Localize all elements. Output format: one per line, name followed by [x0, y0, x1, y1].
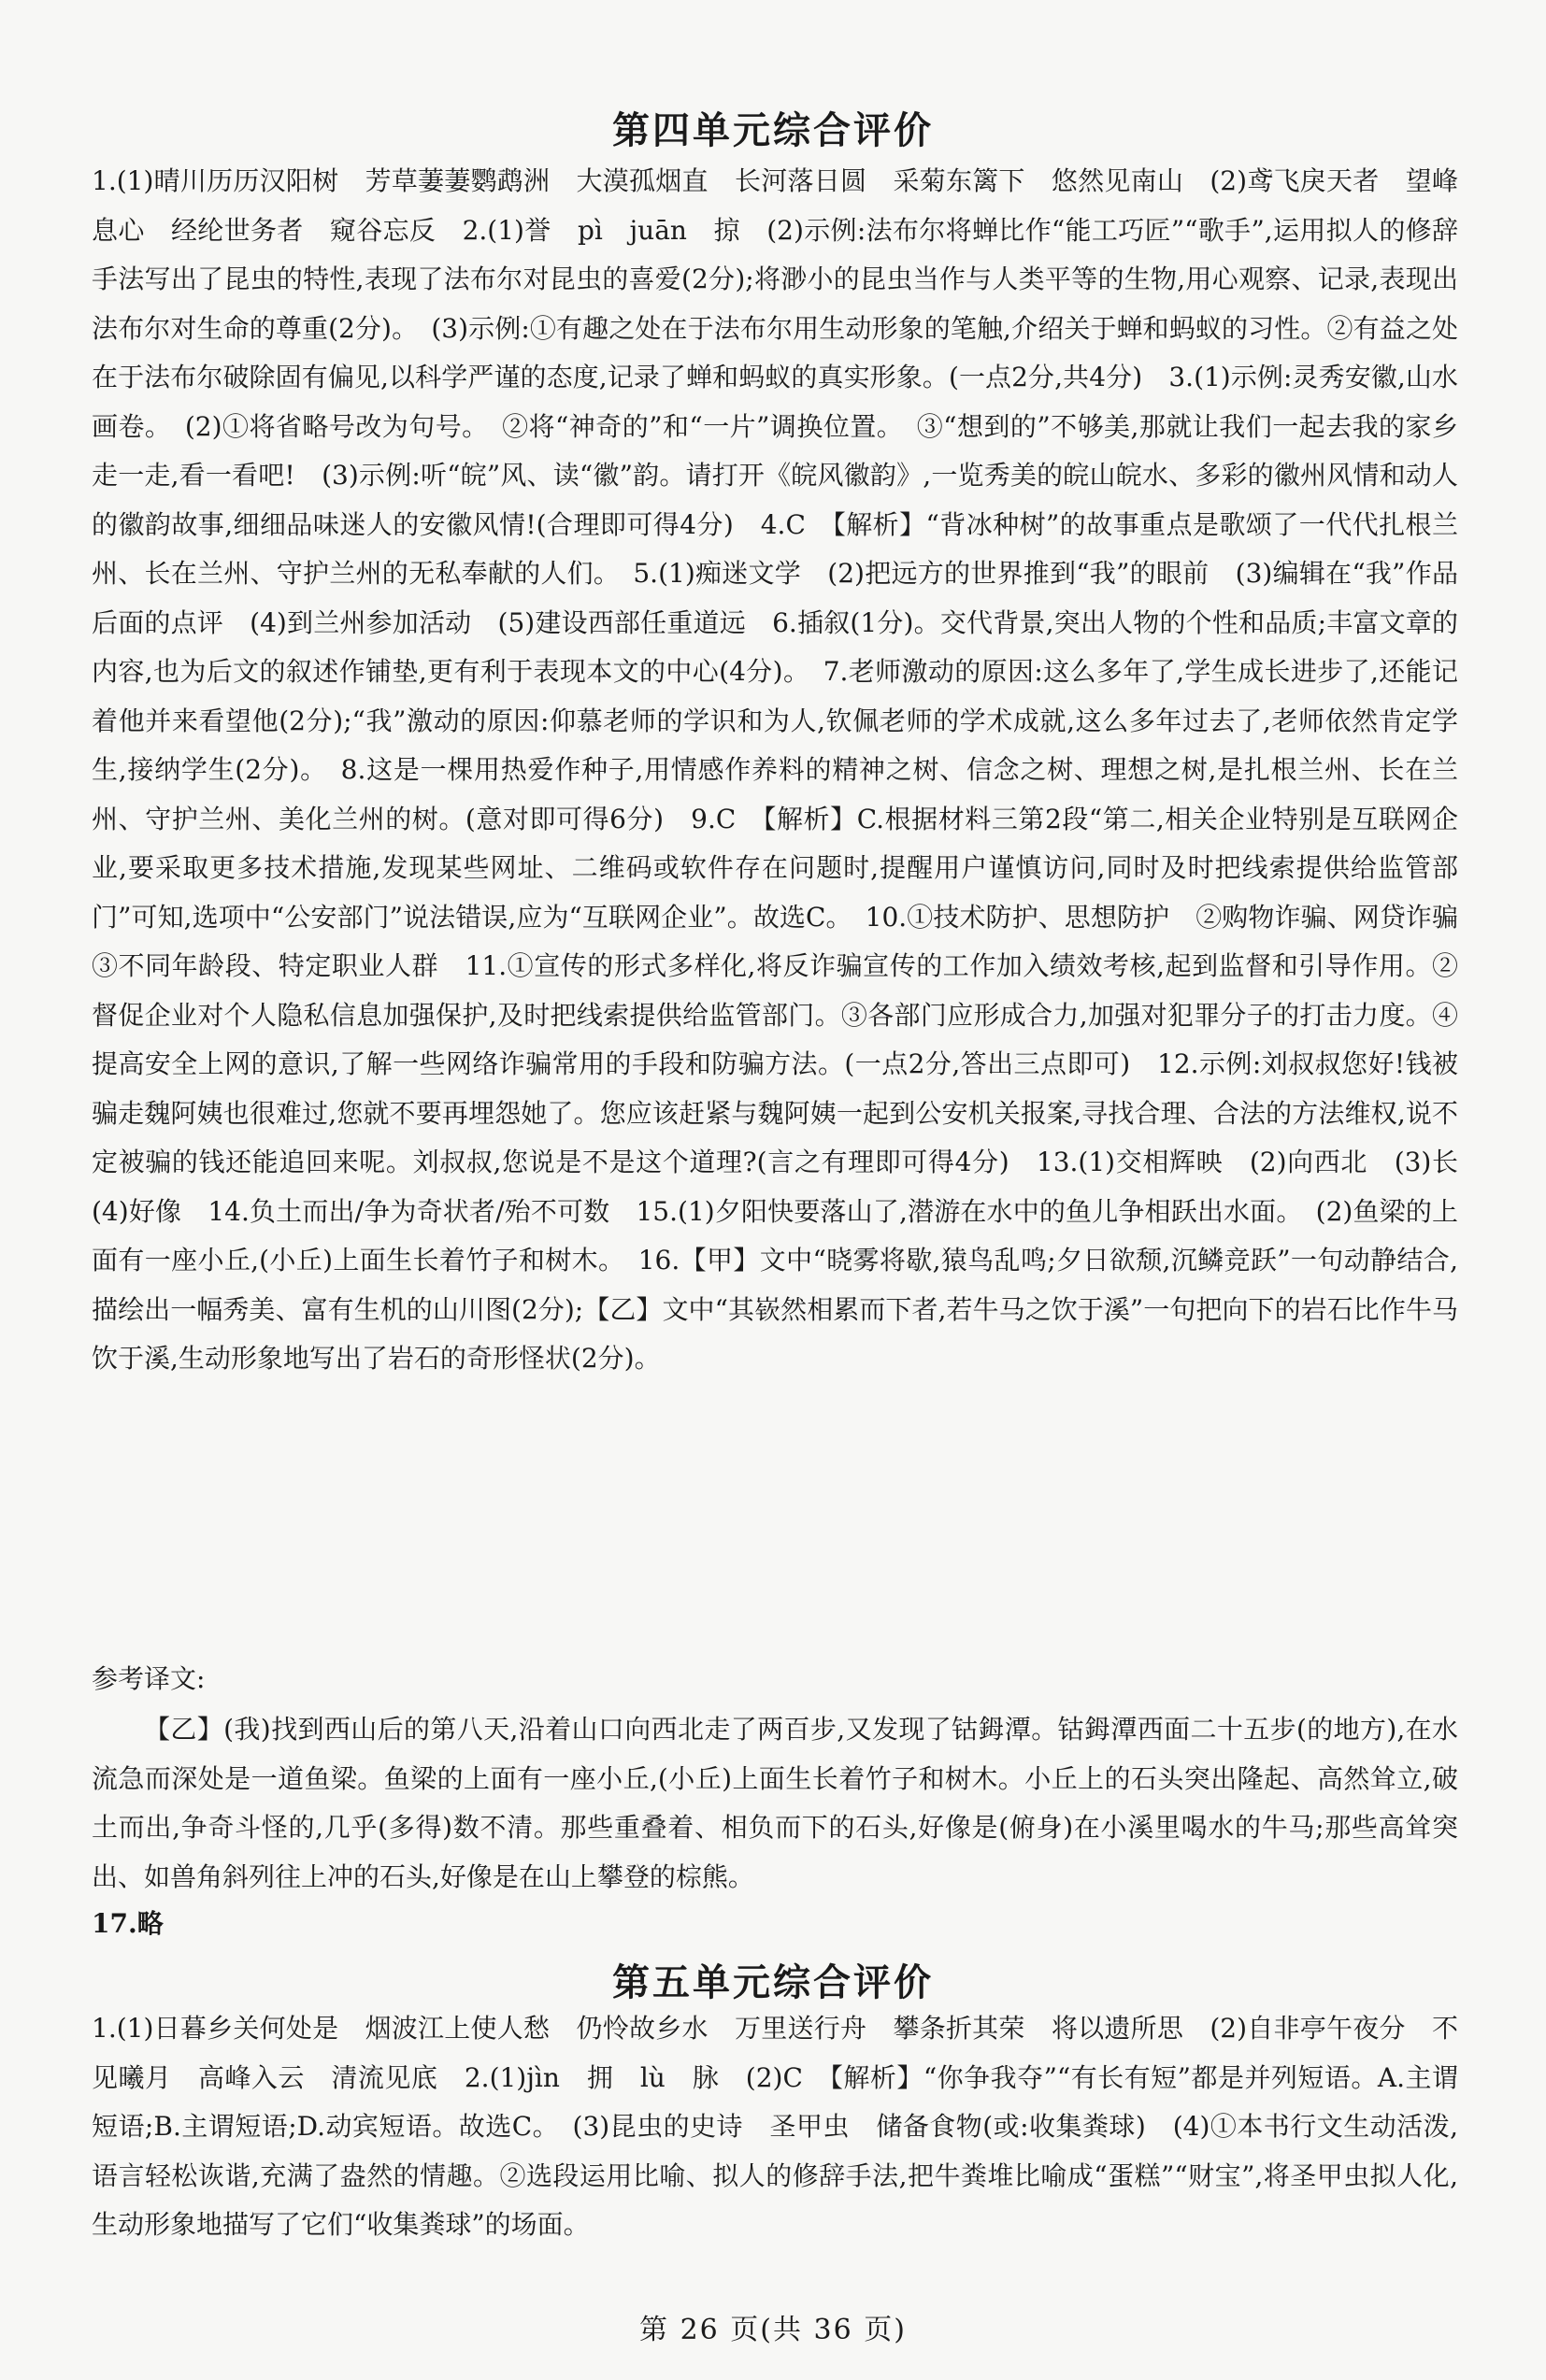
unit4-title: 第四单元综合评价 [612, 108, 934, 152]
translation-text: 【乙】(我)找到西山后的第八天,沿着山口向西北走了两百步,又发现了钴鉧潭。钴鉧潭西面二十五步(的地方),在水流急而深处是一道鱼梁。鱼梁的上面有一座小丘,(小丘)上面生长着竹子和树木。小丘上的石头突出隆起、高然耸立,破土而出,争奇斗怪的,几乎(多得)数不清。那些重叠着、相负而下的石头,好像是(俯身)在小溪里喝水的牛马;那些高耸突出、如兽角斜列往上冲的石头,好像是在山上攀登的棕熊。 [92, 1714, 1458, 1892]
unit5-answers: 1.(1)日暮乡关何处是 烟波江上使人愁 仍怜故乡水 万里送行舟 攀条折其荣 将以遗所思 (2)自非亭午夜分 不见曦月 高峰入云 清流见底 2.(1)jìn 拥 lù 脉 (2)C 【解析】“你争我夺”“有长有短”都是并列短语。A.主谓短语;B.主谓短语;D.动宾短语。故选C。 (3)昆虫的史诗 圣甲虫 储备食物(或:收集粪球) (4)①本书行文生动活泼,语言轻松诙谐,充满了盎然的情趣。②选段运用比喻、拟人的修辞手法,把牛粪堆比喻成“蛋糕”“财宝”,将圣甲虫拟人化,生动形象地描写了它们“收集粪球”的场面。 [92, 2013, 1458, 2240]
item-17: 17.略 [92, 1908, 164, 1939]
unit5-title: 第五单元综合评价 [612, 1960, 934, 2004]
unit4-answers: 1.(1)晴川历历汉阳树 芳草萋萋鹦鹉洲 大漠孤烟直 长河落日圆 采菊东篱下 悠然见南山 (2)鸢飞戾天者 望峰息心 经纶世务者 窥谷忘反 2.(1)誉 pì juān 掠 (2)示例:法布尔将蝉比作“能工巧匠”“歌手”,运用拟人的修辞手法写出了昆虫的特性,表现了法布尔对昆虫的喜爱(2分);将渺小的昆虫当作与人类平等的生物,用心观察、记录,表现出法布尔对生命的尊重(2分)。 (3)示例:①有趣之处在于法布尔用生动形象的笔触,介绍关于蝉和蚂蚁的习性。②有益之处在于法布尔破除固有偏见,以科学严谨的态度,记录了蝉和蚂蚁的真实形象。(一点2分,共4分) 3.(1)示例:灵秀安徽,山水画卷。 (2)①将省略号改为句号。 ②将“神奇的”和“一片”调换位置。 ③“想到的”不够美,那就让我们一起去我的家乡走一走,看一看吧! (3)示例:听“皖”风、读“徽”韵。请打开《皖风徽韵》,一览秀美的皖山皖水、多彩的徽州风情和动人的徽韵故事,细细品味迷人的安徽风情!(合理即可得4分) 4.C 【解析】“背冰种树”的故事重点是歌颂了一代代扎根兰州、长在兰州、守护兰州的无私奉献的人们。 5.(1)痴迷文学 (2)把远方的世界推到“我”的眼前 (3)编辑在“我”作品后面的点评 (4)到兰州参加活动 (5)建设西部任重道远 6.插叙(1分)。交代背景,突出人物的个性和品质;丰富文章的内容,也为后文的叙述作铺垫,更有利于表现本文的中心(4分)。 7.老师激动的原因:这么多年了,学生成长进步了,还能记着他并来看望他(2分);“我”激动的原因:仰慕老师的学识和为人,钦佩老师的学术成就,这么多年过去了,老师依然肯定学生,接纳学生(2分)。 8.这是一棵用热爱作种子,用情感作养料的精神之树、信念之树、理想之树,是扎根兰州、长在兰州、守护兰州、美化兰州的树。(意对即可得6分) 9.C 【解析】C.根据材料三第2段“第二,相关企业特别是互联网企业,要采取更多技术措施,发现某些网址、二维码或软件存在问题时,提醒用户谨慎访问,同时及时把线索提供给监管部门”可知,选项中“公安部门”说法错误,应为“互联网企业”。故选C。 10.①技术防护、思想防护 ②购物诈骗、网贷诈骗 ③不同年龄段、特定职业人群 11.①宣传的形式多样化,将反诈骗宣传的工作加入绩效考核,起到监督和引导作用。②督促企业对个人隐私信息加强保护,及时把线索提供给监管部门。③各部门应形成合力,加强对犯罪分子的打击力度。④提高安全上网的意识,了解一些网络诈骗常用的手段和防骗方法。(一点2分,答出三点即可) 12.示例:刘叔叔您好!钱被骗走魏阿姨也很难过,您就不要再埋怨她了。您应该赶紧与魏阿姨一起到公安机关报案,寻找合理、合法的方法维权,说不定被骗的钱还能追回来呢。刘叔叔,您说是不是这个道理?(言之有理即可得4分) 13.(1)交相辉映 (2)向西北 (3)长 (4)好像 14.负土而出/争为奇状者/殆不可数 15.(1)夕阳快要落山了,潜游在水中的鱼儿争相跃出水面。 (2)鱼梁的上面有一座小丘,(小丘)上面生长着竹子和树木。 16.【甲】文中“晓雾将歇,猿鸟乱鸣;夕日欲颓,沉鳞竞跃”一句动静结合,描绘出一幅秀美、富有生机的山川图(2分);【乙】文中“其嵚然相累而下者,若牛马之饮于溪”一句把向下的岩石比作牛马饮于溪,生动形象地写出了岩石的奇形怪状(2分)。 [92, 165, 1485, 1374]
page-number: 第 26 页(共 36 页) [639, 2314, 907, 2346]
translation-label: 参考译文: [92, 1663, 206, 1694]
